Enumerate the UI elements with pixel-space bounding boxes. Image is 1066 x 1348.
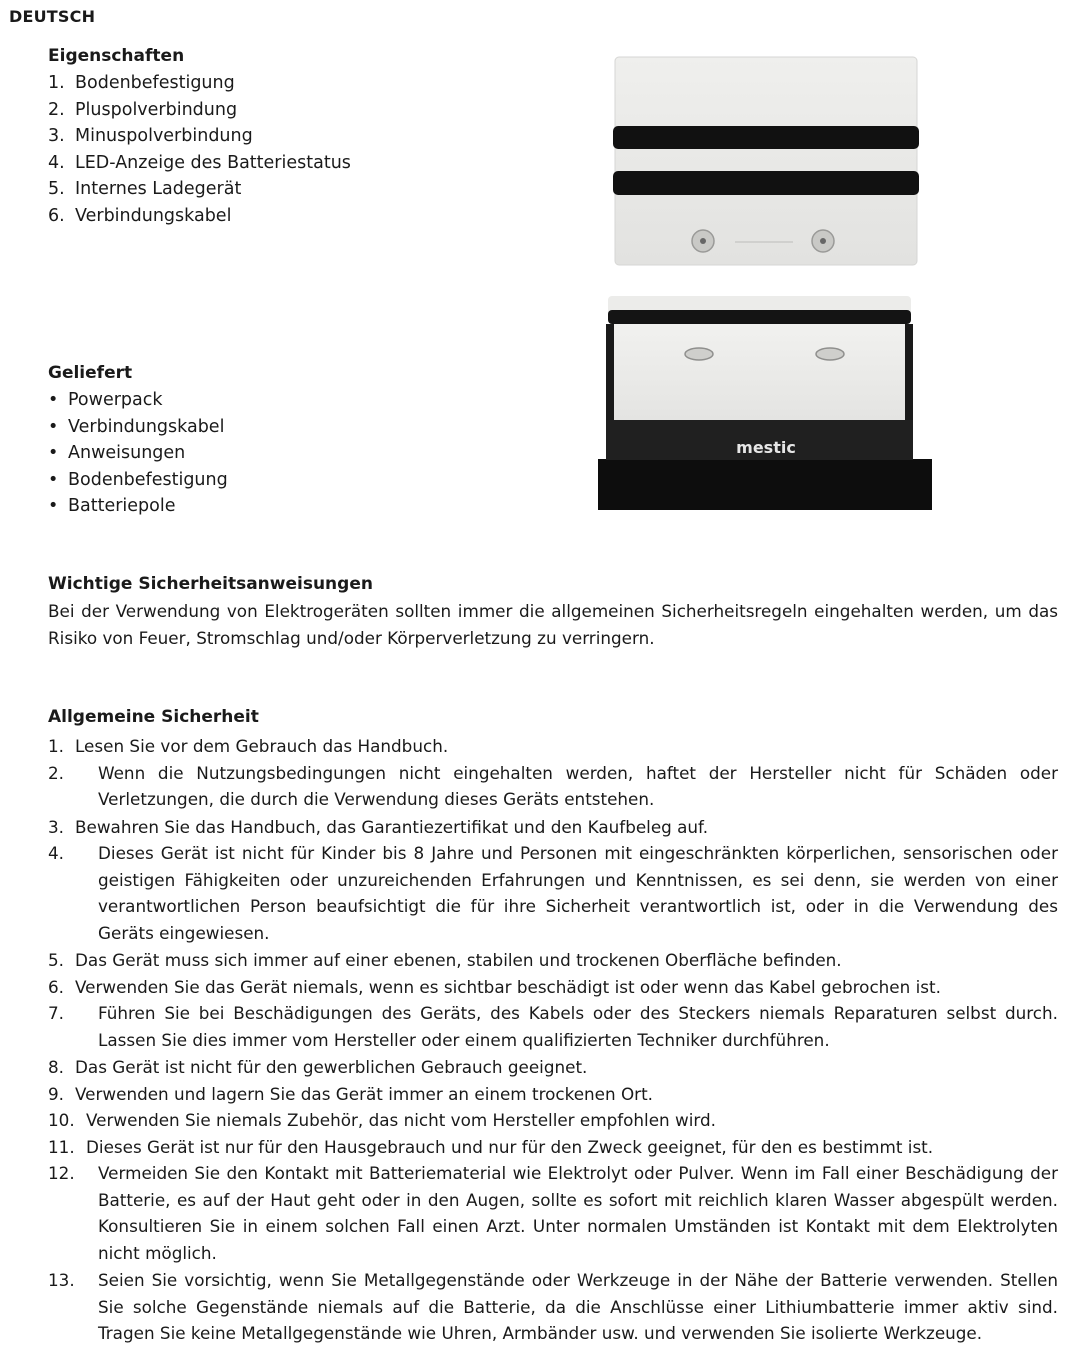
delivered-list [48, 387, 228, 520]
list-item: 13. Seien Sie vorsichtig, wenn Sie Metallgegenstände oder Werkzeuge in der Nähe der Batterie verwenden. Stellen Sie solche Gegenstände niemals auf die Batterie, da die Anschlüsse einer Lithiumbatterie immer aktiv sind. Tragen Sie keine Metallgegenstände wie Uhren, Armbänder usw. und verwenden Sie isolierte Werkzeuge. [48, 1270, 1058, 1343]
list-item: 10. Verwenden Sie niemals Zubehör, das nicht vom Hersteller empfohlen wird. [48, 1110, 716, 1130]
list-item: 3. Bewahren Sie das Handbuch, das Garantiezertifikat und den Kaufbeleg auf. [48, 816, 709, 837]
language-label: DEUTSCH [9, 7, 96, 26]
features-list [48, 70, 351, 229]
list-item: 2. Pluspolverbindung [48, 99, 238, 120]
list-item: 6. Verwenden Sie das Gerät niemals, wenn es sichtbar beschädigt ist oder wenn das Kabel gebrochen ist. [48, 976, 941, 997]
delivered-title: Geliefert [48, 363, 133, 383]
list-item: 2. Wenn die Nutzungsbedingungen nicht eingehalten werden, haftet der Hersteller nicht für Schäden oder Verletzungen, die durch die Verwendung dieses Geräts entstehen. [48, 762, 1058, 809]
list-item: 4. Dieses Gerät ist nicht für Kinder bis 8 Jahre und Personen mit eingeschränkten körperlichen, sensorischen oder geistigen Fähigkeiten oder unzureichenden Erfahrungen und Kenntnissen, es sei denn, sie werden von einer verantwortlichen Person beaufsichtigt die für ihre Sicherheit verantwortlich ist, oder in die Verwendung des Geräts eingewiesen. [48, 843, 1058, 943]
features-title: Eigenschaften [48, 46, 185, 66]
list-item: 5. Das Gerät muss sich immer auf einer ebenen, stabilen und trockenen Oberfläche befinden. [48, 950, 842, 970]
important-text: Bei der Verwendung von Elektrogeräten sollten immer die allgemeinen Sicherheitsregeln eingehalten werden, um das Risiko von Feuer, Stromschlag und/oder Körperverletzung zu verringern. [48, 601, 1058, 648]
bullet-icon: • [48, 469, 59, 490]
list-item: • Anweisungen [48, 440, 228, 467]
bullet-icon: • [48, 416, 59, 437]
list-item: • Bodenbefestigung [48, 467, 228, 494]
important-title: Wichtige Sicherheitsanweisungen [48, 574, 373, 594]
product-top-view-image [613, 55, 919, 267]
list-item: 6. Verbindungskabel [48, 205, 232, 226]
general-safety-list [48, 733, 1058, 1348]
list-item: 3. Minuspolverbindung [48, 126, 253, 146]
list-item: 11. Dieses Gerät ist nur für den Hausgebrauch und nur für den Zweck geeignet, für den es bestimmt ist. [48, 1136, 934, 1157]
list-item: 4. LED-Anzeige des Batteriestatus [48, 152, 351, 173]
list-item: 8. Das Gerät ist nicht für den gewerblichen Gebrauch geeignet. [48, 1057, 588, 1077]
list-item: • Batteriepole [48, 493, 228, 520]
brand-logo: mestic [736, 438, 796, 457]
list-item: 9. Verwenden und lagern Sie das Gerät immer an einem trockenen Ort. [48, 1083, 653, 1104]
general-title: Allgemeine Sicherheit [48, 707, 259, 727]
list-item: 12. Vermeiden Sie den Kontakt mit Batteriematerial wie Elektrolyt oder Pulver. Wenn im Fall einer Beschädigung der Batterie, es auf der Haut geht oder in den Augen, sollte es sofort mit reichlich klaren Wasser abgespült werden. Konsultieren Sie in einem solchen Fall einen Arzt. Unter normalen Umständen ist Kontakt mit dem Elektrolyten nicht möglich. [48, 1163, 1058, 1263]
bullet-icon: • [48, 443, 59, 463]
list-item: 1. Lesen Sie vor dem Gebrauch das Handbuch. [48, 736, 449, 756]
list-item: 7. Führen Sie bei Beschädigungen des Geräts, des Kabels oder des Steckers niemals Reparaturen selbst durch. Lassen Sie dies immer vom Hersteller oder einem qualifizierten Techniker durchführen. [48, 1003, 1058, 1050]
product-front-view-image [598, 296, 932, 510]
bullet-icon: • [48, 390, 59, 410]
list-item: • Verbindungskabel [48, 414, 228, 441]
bullet-icon: • [48, 496, 59, 516]
list-item: 1. Bodenbefestigung [48, 73, 235, 93]
list-item: • Powerpack [48, 387, 228, 414]
list-item: 5. Internes Ladegerät [48, 179, 242, 199]
